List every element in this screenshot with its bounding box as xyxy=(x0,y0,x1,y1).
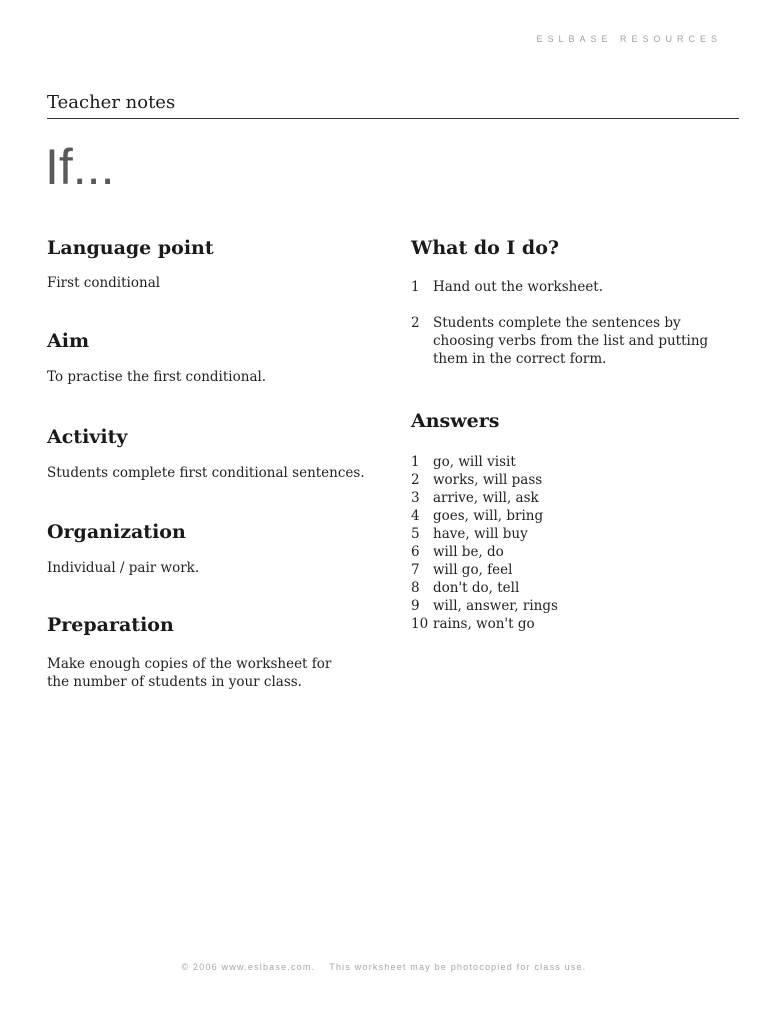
section-answers xyxy=(411,409,731,633)
list-item xyxy=(411,525,731,543)
list-item xyxy=(411,278,731,296)
answer-number: 7 xyxy=(411,562,420,578)
aim-text: To practise the first conditional. xyxy=(47,369,267,385)
section-activity xyxy=(47,425,377,482)
section-organization xyxy=(47,520,377,577)
answer-text: works, will pass xyxy=(433,472,543,488)
footer-notice: This worksheet may be photocopied for class use. xyxy=(329,962,587,972)
answer-text: will, answer, rings xyxy=(433,598,558,614)
section-preparation xyxy=(47,613,377,691)
list-item xyxy=(411,579,731,597)
section-what-do-i-do xyxy=(411,236,731,368)
preparation-heading: Preparation xyxy=(47,614,174,636)
notes-title: Teacher notes xyxy=(47,92,176,113)
answer-text: will go, feel xyxy=(433,562,513,578)
page-title: If... xyxy=(45,139,115,195)
language-point-text: First conditional xyxy=(47,275,161,291)
list-item xyxy=(411,489,731,507)
list-item xyxy=(411,615,731,633)
answer-text: arrive, will, ask xyxy=(433,490,539,506)
answer-number: 3 xyxy=(411,490,420,506)
answer-text: will be, do xyxy=(433,544,504,560)
answer-number: 6 xyxy=(411,544,420,560)
activity-heading: Activity xyxy=(47,426,128,448)
answer-number: 4 xyxy=(411,508,420,524)
answer-text: goes, will, bring xyxy=(433,508,544,524)
answer-number: 5 xyxy=(411,526,420,542)
section-language-point xyxy=(47,236,377,292)
answer-number: 9 xyxy=(411,598,420,614)
answers-heading: Answers xyxy=(411,410,500,432)
footer-copyright: © 2006 www.eslbase.com. xyxy=(181,962,316,972)
activity-text: Students complete first conditional sentences. xyxy=(47,465,365,481)
step-number: 1 xyxy=(411,279,420,295)
list-item xyxy=(411,561,731,579)
answer-text: rains, won't go xyxy=(433,616,535,632)
organization-heading: Organization xyxy=(47,521,186,543)
what-do-i-do-heading: What do I do? xyxy=(411,237,560,259)
step-text: Hand out the worksheet. xyxy=(433,279,604,295)
step-text-line-1: Students complete the sentences by xyxy=(433,315,681,331)
list-item xyxy=(411,471,731,489)
answer-number: 2 xyxy=(411,472,420,488)
list-item xyxy=(411,543,731,561)
section-aim xyxy=(47,329,377,386)
step-text-line-3: them in the correct form. xyxy=(433,351,607,367)
list-item xyxy=(411,314,731,368)
step-text-line-2: choosing verbs from the list and putting xyxy=(433,333,709,349)
answer-text: have, will buy xyxy=(433,526,528,542)
answer-number: 1 xyxy=(411,454,420,470)
list-item xyxy=(411,597,731,615)
step-text xyxy=(433,314,731,368)
language-point-heading: Language point xyxy=(47,237,214,259)
header-divider xyxy=(47,118,739,119)
answer-text: go, will visit xyxy=(433,454,516,470)
organization-text: Individual / pair work. xyxy=(47,560,200,576)
preparation-text-line-1: Make enough copies of the worksheet for xyxy=(47,656,332,672)
list-item xyxy=(411,507,731,525)
answer-number: 8 xyxy=(411,580,420,596)
brand-label: ESLBASE RESOURCES xyxy=(536,34,722,44)
answer-number: 10 xyxy=(411,616,429,632)
answers-list xyxy=(411,453,731,633)
step-number: 2 xyxy=(411,315,420,331)
page-footer xyxy=(0,962,768,972)
preparation-text-line-2: the number of students in your class. xyxy=(47,674,302,690)
list-item xyxy=(411,453,731,471)
steps-list xyxy=(411,278,731,368)
answer-text: don't do, tell xyxy=(433,580,520,596)
aim-heading: Aim xyxy=(47,330,90,352)
